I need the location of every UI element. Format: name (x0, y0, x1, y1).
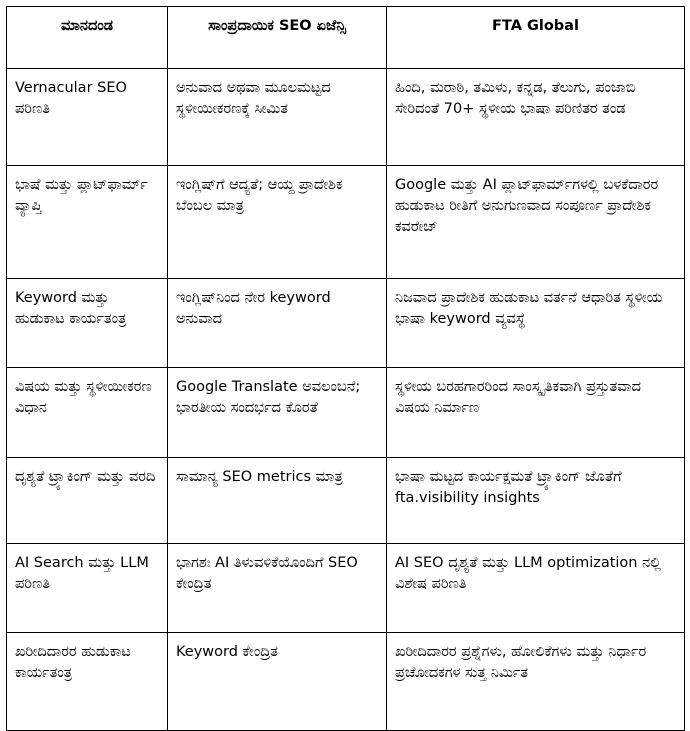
header-fta-global: FTA Global (387, 7, 685, 69)
fta-cell: ಸ್ಥಳೀಯ ಬರಹಗಾರರಿಂದ ಸಾಂಸ್ಕೃತಿಕವಾಗಿ ಪ್ರಸ್ತುತವಾದ ವಿಷಯ ನಿರ್ಮಾಣ (387, 368, 685, 458)
fta-cell: Google ಮತ್ತು AI ಪ್ಲಾಟ್‌ಫಾರ್ಮ್‌ಗಳಲ್ಲಿ ಬಳಕೆದಾರರ ಹುಡುಕಾಟ ರೀತಿಗೆ ಅನುಗುಣವಾದ ಸಂಪೂರ್ಣ ಪ್ರಾದೇಶಿಕ ಕವರೇಜ್ (387, 166, 685, 279)
criteria-cell: ದೃಶ್ಯತೆ ಟ್ರ್ಯಾಕಿಂಗ್ ಮತ್ತು ವರದಿ (7, 458, 168, 544)
table-row (7, 279, 685, 368)
table-header-row (7, 7, 685, 69)
table-row (7, 69, 685, 166)
table-row (7, 166, 685, 279)
traditional-cell: ಇಂಗ್ಲಿಷ್‌ಗೆ ಆದ್ಯತೆ; ಆಯ್ದ ಪ್ರಾದೇಶಿಕ ಬೆಂಬಲ ಮಾತ್ರ (168, 166, 387, 279)
fta-cell: ಹಿಂದಿ, ಮರಾಠಿ, ತಮಿಳು, ಕನ್ನಡ, ತೆಲುಗು, ಪಂಜಾಬಿ ಸೇರಿದಂತೆ 70+ ಸ್ಥಳೀಯ ಭಾಷಾ ಪರಿಣಿತರ ತಂಡ (387, 69, 685, 166)
criteria-cell: Keyword ಮತ್ತು ಹುಡುಕಾಟ ಕಾರ್ಯತಂತ್ರ (7, 279, 168, 368)
table-row (7, 633, 685, 731)
traditional-cell: Google Translate ಅವಲಂಬನೆ; ಭಾರತೀಯ ಸಂದರ್ಭದ ಕೊರತೆ (168, 368, 387, 458)
table-row (7, 544, 685, 633)
criteria-cell: ಭಾಷೆ ಮತ್ತು ಪ್ಲಾಟ್‌ಫಾರ್ಮ್ ವ್ಯಾಪ್ತಿ (7, 166, 168, 279)
fta-cell: ನಿಜವಾದ ಪ್ರಾದೇಶಿಕ ಹುಡುಕಾಟ ವರ್ತನೆ ಆಧಾರಿತ ಸ್ಥಳೀಯ ಭಾಷಾ keyword ವ್ಯವಸ್ಥೆ (387, 279, 685, 368)
comparison-table (6, 6, 685, 731)
criteria-cell: AI Search ಮತ್ತು LLM ಪರಿಣತಿ (7, 544, 168, 633)
traditional-cell: ಭಾಗಶಃ AI ತಿಳುವಳಿಕೆಯೊಂದಿಗೆ SEO ಕೇಂದ್ರಿತ (168, 544, 387, 633)
traditional-cell: Keyword ಕೇಂದ್ರಿತ (168, 633, 387, 731)
table-row (7, 458, 685, 544)
criteria-cell: Vernacular SEO ಪರಿಣತಿ (7, 69, 168, 166)
fta-cell: ಖರೀದಿದಾರರ ಪ್ರಶ್ನೆಗಳು, ಹೋಲಿಕೆಗಳು ಮತ್ತು ನಿರ್ಧಾರ ಪ್ರಚೋದಕಗಳ ಸುತ್ತ ನಿರ್ಮಿತ (387, 633, 685, 731)
fta-cell: ಭಾಷಾ ಮಟ್ಟದ ಕಾರ್ಯಕ್ಷಮತೆ ಟ್ರ್ಯಾಕಿಂಗ್ ಜೊತೆಗೆ fta.visibility insights (387, 458, 685, 544)
table-row (7, 368, 685, 458)
traditional-cell: ಸಾಮಾನ್ಯ SEO metrics ಮಾತ್ರ (168, 458, 387, 544)
traditional-cell: ಅನುವಾದ ಅಥವಾ ಮೂಲಮಟ್ಟದ ಸ್ಥಳೀಯೀಕರಣಕ್ಕೆ ಸೀಮಿತ (168, 69, 387, 166)
criteria-cell: ವಿಷಯ ಮತ್ತು ಸ್ಥಳೀಯೀಕರಣ ವಿಧಾನ (7, 368, 168, 458)
criteria-cell: ಖರೀದಿದಾರರ ಹುಡುಕಾಟ ಕಾರ್ಯತಂತ್ರ (7, 633, 168, 731)
fta-cell: AI SEO ದೃಶ್ಯತೆ ಮತ್ತು LLM optimization ನಲ್ಲಿ ವಿಶೇಷ ಪರಿಣತಿ (387, 544, 685, 633)
header-traditional-agency: ಸಾಂಪ್ರದಾಯಿಕ SEO ಏಜೆನ್ಸಿ (168, 7, 387, 69)
traditional-cell: ಇಂಗ್ಲಿಷ್‌ನಿಂದ ನೇರ keyword ಅನುವಾದ (168, 279, 387, 368)
header-criteria: ಮಾನದಂಡ (7, 7, 168, 69)
